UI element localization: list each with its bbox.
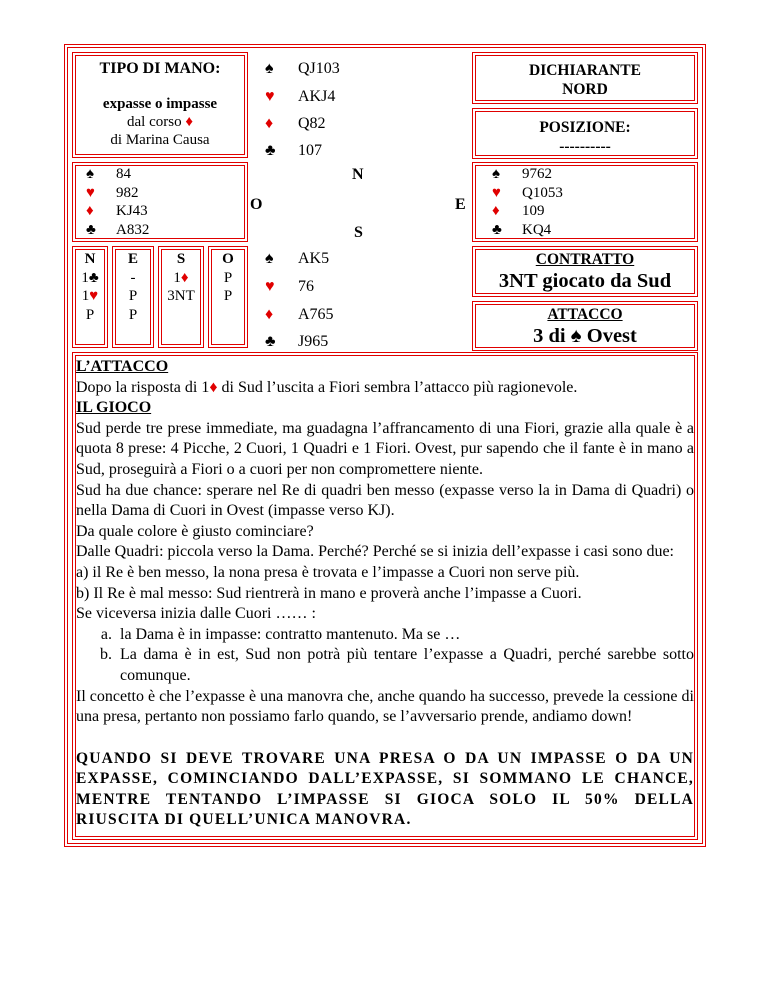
club-icon: ♣ [265,333,276,350]
dealer-value: NORD [562,81,608,98]
west-hand [72,162,248,242]
paragraph-case-a: a) il Re è ben messo, la nona presa è trovata e l’impasse a Cuori non serve più. [76,563,580,581]
bid-s-1 [162,269,200,288]
east-cards [522,165,563,239]
bidding-col-n [72,246,108,348]
north-hearts: AKJ4 [298,88,336,105]
west-clubs: A832 [116,221,150,238]
analysis-text [76,357,694,831]
bid-o-2: P [223,288,233,304]
bid-e-2: P [128,288,138,304]
diamond-icon: ♦ [86,203,94,219]
paragraph-play: Sud perde tre prese immediate, ma guadagna l’affrancamento di una Fiori, grazie alla quale è a quota 8 prese: 4 Picche, 2 Cuori, 1 Quadri e 1 Fiori. Ovest, pur sapendo che il fante è in mano a Sud, proseguirà a Fiori o a cuori per non compromettere niente. [76,419,694,478]
paragraph-question: Da quale colore è giusto cominciare? [76,522,314,540]
paragraph-chances: Sud ha due chance: sperare nel Re di quadri ben messo (expasse verso la in Dama di Quadri) o nella Dama di Cuori in Ovest (impasse verso KJ). [76,481,694,520]
compass-east: E [455,196,466,213]
hearts-cases-list [76,625,694,687]
paragraph-lead [76,378,694,399]
paragraph-case-b: b) Il Re è mal messo: Sud rientrerà in mano e proverà anche l’impasse a Cuori. [76,584,582,602]
paragraph-hearts: Se viceversa inizia dalle Cuori …… : [76,605,316,623]
heart-icon: ♥ [265,88,275,105]
bidding-col-s [158,246,204,348]
bid-header-s: S [176,251,186,267]
contract-label: CONTRATTO [535,251,635,268]
spade-icon: ♠ [265,250,274,267]
north-diamonds: Q82 [298,115,326,132]
east-clubs: KQ4 [522,221,552,238]
hand-type-title: expasse o impasse [102,96,218,112]
heart-icon: ♥ [492,184,501,201]
north-clubs-row [265,139,322,163]
south-hearts: 76 [298,278,314,295]
west-diamonds: KJ43 [116,203,148,219]
east-suit-icons [492,165,502,239]
diamond-icon: ♦ [265,306,274,323]
north-clubs: 107 [298,142,322,159]
bidding-table [72,246,248,348]
heart-icon: ♥ [86,184,95,201]
bid-n-2 [76,287,104,306]
club-icon: ♣ [492,221,502,238]
bid-o-1: P [223,269,233,286]
north-spades-row [265,57,340,81]
paragraph-concept: Il concetto è che l’expasse è una manovra che, anche quando ha successo, prevede la cessione di una presa, pertanto non possiamo farlo quando, se l’avversario prende, andiamo down! [76,687,694,726]
diamond-icon: ♦ [185,114,193,130]
heart-icon: ♥ [265,278,275,295]
diamond-icon: ♦ [209,378,218,396]
east-hearts: Q1053 [522,184,563,201]
lead-box [472,301,698,351]
compass-south: S [354,224,363,241]
list-item: b. La dama è in est, Sud non potrà più tentare l’expasse a Quadri, perché sarebbe sotto comunque. [116,645,694,686]
bid-header-e: E [127,251,138,267]
hand-type-author: di Marina Causa [110,132,210,148]
lead-card: 3 di [533,325,566,347]
compass-west: O [250,196,263,213]
heading-play: IL GIOCO [76,399,152,417]
heart-icon: ♥ [89,288,99,304]
north-hearts-row [265,85,336,109]
compass-north: N [352,166,364,183]
lead-label: ATTACCO [547,306,623,323]
spade-icon: ♠ [570,325,582,347]
spade-icon: ♠ [265,60,274,77]
dealer-box [472,52,698,104]
club-icon: ♣ [265,142,276,159]
hand-type-course [76,113,244,131]
bidding-col-o [208,246,248,348]
club-icon: ♣ [88,269,99,286]
course-text: dal corso [127,114,182,130]
bid-n-3: P [85,306,95,323]
north-diamonds-row [265,112,326,136]
paragraph-answer: Dalle Quadri: piccola verso la Dama. Perché? Perché se si inizia dell’expasse i casi sono due: [76,543,674,561]
lead-value [476,324,694,348]
bid-value: 1 [81,269,89,286]
club-icon: ♣ [86,221,96,238]
south-diamonds-row [265,303,334,327]
east-diamonds: 109 [522,203,545,219]
list-item: a. la Dama è in impasse: contratto mantenuto. Ma se … [116,625,694,646]
south-clubs-row [265,330,329,354]
analysis-box [72,352,698,840]
position-box [472,108,698,159]
bid-e-1: - [130,269,136,286]
south-hearts-row [265,275,314,299]
bidding-col-e [112,246,154,348]
west-suit-icons [86,165,96,239]
spade-icon: ♠ [492,166,500,182]
bid-value: 1 [173,269,181,286]
position-value: ---------- [559,138,611,155]
hand-type-box [72,52,248,158]
lead-text-a: Dopo la risposta di 1 [76,378,210,396]
bid-n-1 [76,269,104,288]
west-spades: 84 [116,166,131,182]
bid-value: 1 [81,288,90,304]
contract-box [472,246,698,297]
paragraph-conclusion: QUANDO SI DEVE TROVARE UNA PRESA O DA UN IMPASSE O DA UN EXPASSE, COMINCIANDO DALL’EXPASSE, SI SOMMANO LE CHANCE, MENTRE TENTANDO L’IMPASSE SI GIOCA SOLO IL 50% DELLA RIUSCITA DI QUELL’UNICA MANOVRA. [76,749,694,829]
bid-s-2: 3NT [167,288,195,304]
lead-player: Ovest [586,325,637,347]
lead-text-b: di Sud l’uscita a Fiori sembra l’attacco più ragionevole. [217,378,578,396]
east-spades: 9762 [522,166,552,182]
contract-value: 3NT giocato da Sud [498,270,672,292]
north-spades: QJ103 [298,60,340,77]
east-hand [472,162,698,242]
hand-type-label: TIPO DI MANO: [99,60,221,77]
dealer-label: DICHIARANTE [529,62,641,79]
bid-e-3: P [128,306,138,323]
south-diamonds: A765 [298,306,334,323]
west-cards [116,165,149,239]
south-clubs: J965 [298,333,329,350]
south-spades: AK5 [298,250,330,267]
bid-header-o: O [222,251,234,267]
diamond-icon: ♦ [492,203,500,219]
heading-lead: L’ATTACCO [76,358,169,375]
diamond-icon: ♦ [265,115,274,132]
spade-icon: ♠ [86,166,94,182]
position-label: POSIZIONE: [539,119,631,136]
south-spades-row [265,247,330,271]
bid-header-n: N [84,251,96,267]
diamond-icon: ♦ [180,269,189,286]
west-hearts: 982 [116,184,139,201]
